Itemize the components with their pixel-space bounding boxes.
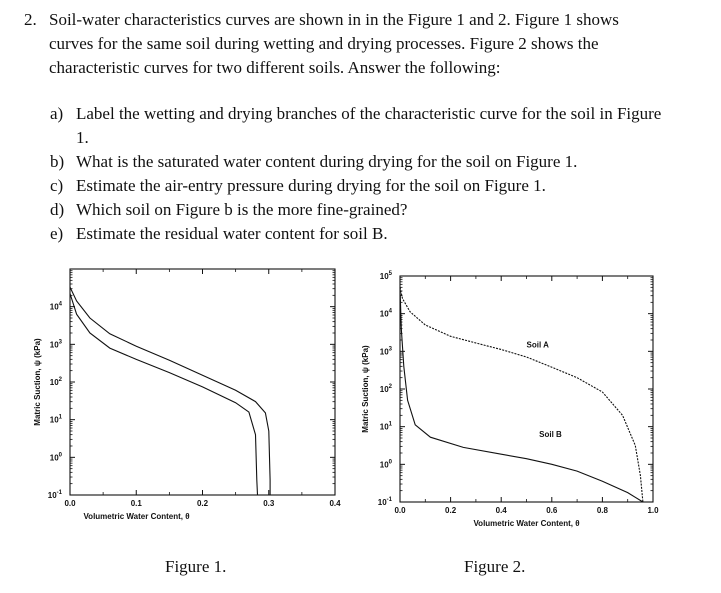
- figure-2-series-2: [400, 287, 643, 502]
- subquestion-text: Estimate the residual water content for soil B.: [76, 224, 388, 243]
- question-line: Soil-water characteristics curves are shown in in the Figure 1 and 2. Figure 1 shows: [49, 10, 619, 29]
- figure-1-series-1: [70, 287, 270, 495]
- figure-1-ytick-exp: 1: [58, 414, 62, 421]
- figure-1-ytick-label: [50, 415, 63, 425]
- figure-2-xtick-label: 0.8: [596, 506, 608, 515]
- figure-1-ytick-label: [50, 302, 63, 312]
- subquestion-letter: c): [50, 176, 64, 195]
- figure-1-ytick-base: 10: [49, 378, 59, 387]
- figure-1-ytick-exp: 2: [58, 377, 62, 383]
- figure-2-ytick-label: [380, 459, 393, 469]
- figure-1-xtick-label: 0.1: [130, 499, 142, 508]
- figure-1-ytick-base: 10: [49, 340, 59, 350]
- figure-2-series-label: Soil A: [526, 340, 549, 350]
- figure-2-series-label: Soil B: [539, 430, 562, 440]
- figure-1-plot: [33, 269, 341, 521]
- figure-1-ytick-base: 10: [49, 415, 59, 425]
- figure-1-xtick-label: 0.0: [64, 499, 76, 508]
- question-line: characteristic curves for two different soils. Answer the following:: [49, 58, 501, 77]
- figure-2-xtick-label: 0.0: [394, 506, 406, 515]
- figure-1-ytick-exp: 3: [58, 339, 62, 346]
- figure-2-caption: Figure 2.: [464, 557, 526, 576]
- figure-2-ytick-exp: -1: [386, 497, 392, 503]
- figure-2-ytick-label: [380, 271, 393, 281]
- figure-1-xtick-label: 0.4: [329, 499, 341, 508]
- subquestion-letter: b): [50, 152, 65, 171]
- figure-2-ytick-base: 10: [379, 422, 389, 432]
- figure-2-ytick-exp: 1: [388, 421, 392, 428]
- subquestion-text: What is the saturated water content during drying for the soil on Figure 1.: [76, 152, 578, 171]
- figure-1-ytick-exp: 0: [58, 452, 62, 459]
- figure-2-ytick-base: 10: [379, 385, 389, 394]
- figure-1-caption: Figure 1.: [165, 557, 227, 576]
- subquestion-text: 1.: [76, 128, 89, 147]
- figure-2-series-1: [400, 287, 643, 502]
- question-number: 2.: [24, 10, 37, 29]
- figure-1-ytick-exp: -1: [56, 490, 62, 496]
- figure-2-xtick-label: 0.2: [445, 506, 457, 515]
- figure-1-ytick-label: [48, 490, 63, 500]
- figure-2-ytick-exp: 0: [388, 459, 392, 466]
- figure-2-xtick-label: 0.6: [546, 506, 558, 515]
- figure-2-ytick-base: 10: [379, 460, 389, 470]
- figure-2-ytick-label: [380, 422, 393, 432]
- figure-1-xtick-label: 0.2: [196, 499, 209, 508]
- figure-2-ytick-base: 10: [377, 498, 387, 507]
- figure-1-ytick-label: [50, 339, 63, 349]
- figure-2-ytick-label: [380, 309, 393, 319]
- question-line: curves for the same soil during wetting and drying processes. Figure 2 shows the: [49, 34, 599, 53]
- figure-1-ytick-label: [50, 452, 63, 462]
- subquestion-text: Label the wetting and drying branches of the characteristic curve for the soil in Figure: [76, 104, 662, 123]
- figure-2-xtick-label: 1.0: [647, 506, 659, 515]
- figure-2-ytick-base: 10: [379, 272, 389, 281]
- figure-2-x-axis-label: Volumetric Water Content, θ: [473, 519, 580, 528]
- figure-2-ytick-label: [380, 346, 393, 356]
- figure-1-ytick-base: 10: [47, 491, 57, 500]
- figure-1-x-axis-label: Volumetric Water Content, θ: [83, 512, 190, 521]
- figure-2-ytick-exp: 5: [388, 271, 392, 277]
- subquestion-text: Which soil on Figure b is the more fine-grained?: [76, 200, 408, 219]
- figure-1-ytick-label: [50, 377, 63, 387]
- figure-1-frame: [70, 269, 335, 495]
- figure-1-y-axis-label: Matric Suction, ψ (kPa): [33, 338, 42, 426]
- figure-2-ytick-base: 10: [379, 347, 389, 357]
- subquestion-text: Estimate the air-entry pressure during drying for the soil on Figure 1.: [76, 176, 546, 195]
- subquestion-letter: e): [50, 224, 64, 243]
- figure-2-ytick-exp: 4: [388, 308, 392, 315]
- figure-1-ytick-base: 10: [49, 302, 59, 312]
- figure-1-series-2: [70, 294, 258, 496]
- figure-2-y-axis-label: Matric Suction, ψ (kPa): [361, 345, 370, 433]
- figure-2-ytick-label: [378, 497, 393, 507]
- figure-1-ytick-base: 10: [49, 453, 59, 463]
- figure-1-xtick-label: 0.3: [263, 499, 275, 508]
- figure-2-plot: [361, 271, 659, 528]
- subquestion-letter: a): [50, 104, 64, 123]
- figure-2-ytick-exp: 2: [388, 384, 392, 390]
- subquestion-letter: d): [50, 200, 65, 219]
- figure-2-ytick-base: 10: [379, 309, 389, 319]
- figure-2-xtick-label: 0.4: [495, 506, 507, 515]
- figure-2-frame: [400, 276, 653, 502]
- figure-2-ytick-exp: 3: [388, 346, 392, 353]
- figure-1-ytick-exp: 4: [58, 301, 62, 308]
- figure-2-ytick-label: [380, 384, 393, 394]
